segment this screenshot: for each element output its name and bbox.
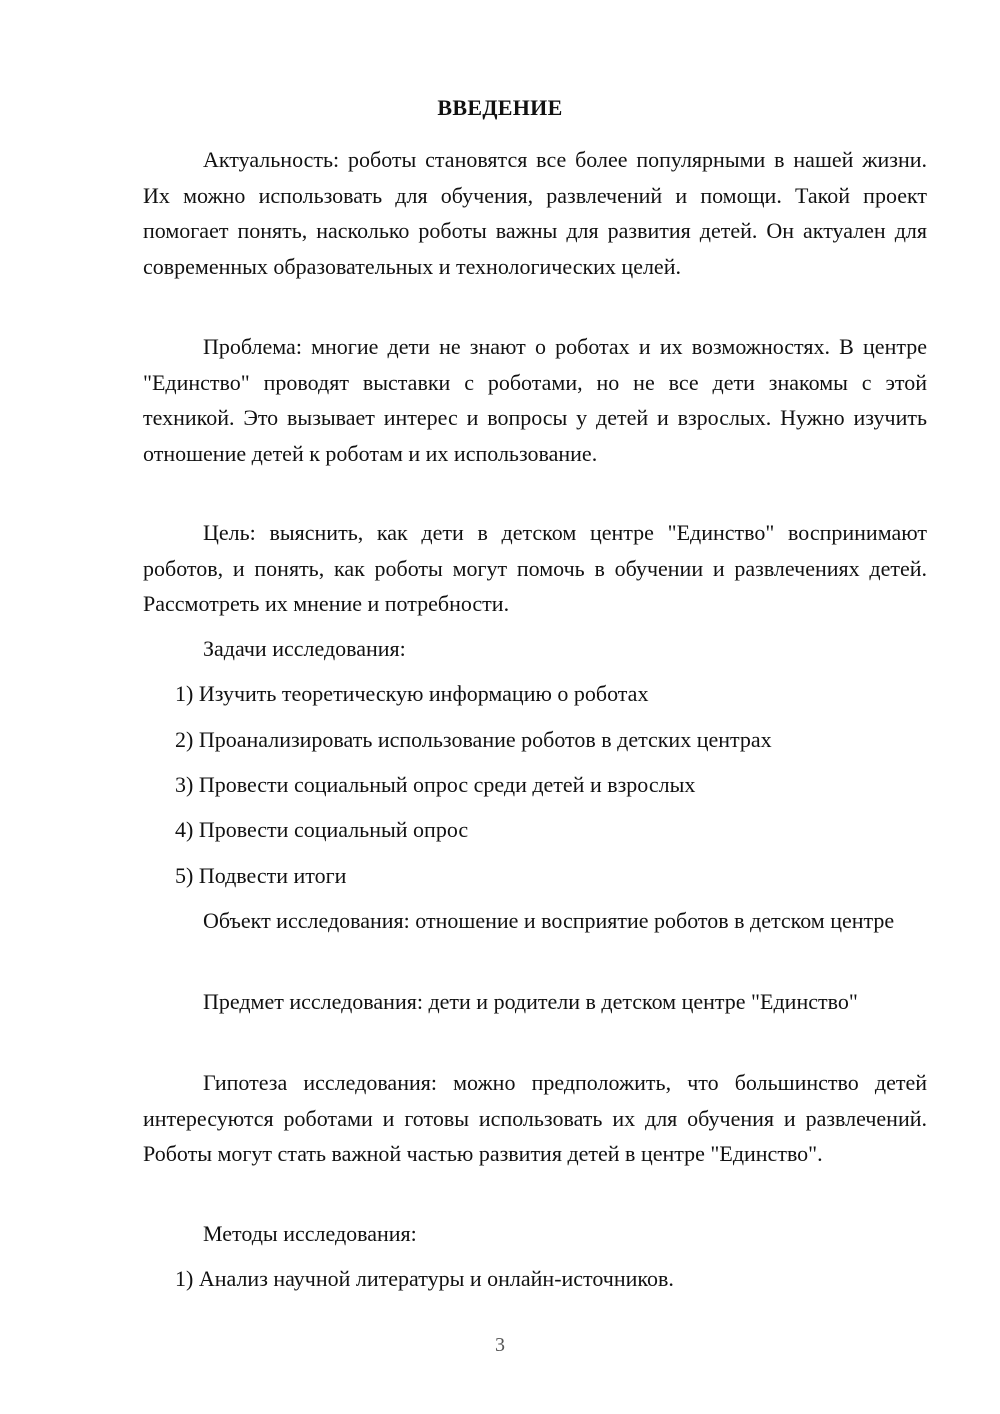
tasks-label: Задачи исследования: [203, 636, 406, 661]
task-item: 4) Провести социальный опрос [175, 817, 469, 842]
object-paragraph: Объект исследования: отношение и восприятие роботов в детском центре [203, 908, 895, 933]
goal-paragraph: Цель: выяснить, как дети в детском центре "Единство" воспринимают роботов, и понять, как роботы могут помочь в обучении и развлечениях детей. Рассмотреть их мнение и потребности. [143, 520, 927, 616]
method-item: 1) Анализ научной литературы и онлайн-источников. [175, 1266, 674, 1291]
section-title: ВВЕДЕНИЕ [437, 95, 563, 120]
task-item: 3) Провести социальный опрос среди детей и взрослых [175, 772, 696, 797]
problem-paragraph: Проблема: многие дети не знают о роботах и их возможностях. В центре "Единство" проводят выставки с роботами, но не все дети знакомы с этой техникой. Это вызывает интерес и вопросы у детей и взрослых. Нужно изучить отношение детей к роботам и их использование. [143, 334, 927, 466]
task-item: 2) Проанализировать использование роботов в детских центрах [175, 727, 772, 752]
subject-paragraph: Предмет исследования: дети и родители в детском центре "Единство" [203, 989, 858, 1014]
hypothesis-paragraph: Гипотеза исследования: можно предположить, что большинство детей интересуются роботами и готовы использовать их для обучения и развлечений. Роботы могут стать важной частью развития детей в центре "Единство". [143, 1070, 927, 1166]
page-number: 3 [495, 1334, 505, 1356]
task-item: 5) Подвести итоги [175, 863, 347, 888]
task-item: 1) Изучить теоретическую информацию о роботах [175, 681, 649, 706]
relevance-paragraph: Актуальность: роботы становятся все более популярными в нашей жизни. Их можно использовать для обучения, развлечений и помощи. Такой проект помогает понять, насколько роботы важны для развития детей. Он актуален для современных образовательных и технологических целей. [143, 147, 927, 279]
methods-label: Методы исследования: [203, 1221, 417, 1246]
